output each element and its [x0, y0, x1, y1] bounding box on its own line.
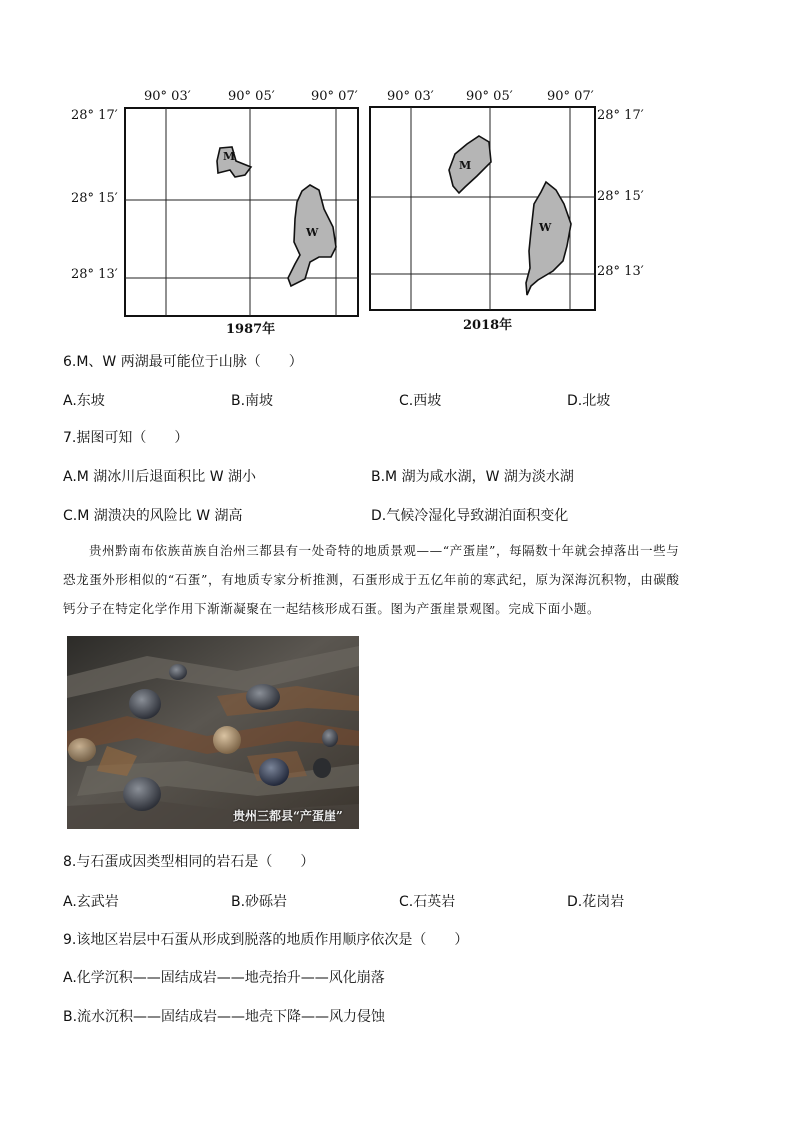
- lon-label: 90° 03′: [387, 89, 434, 104]
- option-a: A.化学沉积——固结成岩——地壳抬升——风化崩落: [63, 970, 385, 986]
- option-b: B.南坡: [231, 393, 274, 409]
- option-a: A.玄武岩: [63, 894, 119, 910]
- option-a: A.东坡: [63, 393, 105, 409]
- passage-line: 钙分子在特定化学作用下渐渐凝聚在一起结核形成石蛋。图为产蛋崖景观图。完成下面小题。: [63, 601, 601, 616]
- question-stem: 8.与石蛋成因类型相同的岩石是（ ）: [63, 854, 315, 870]
- lat-label: 28° 15′: [597, 189, 644, 204]
- photo-caption: 贵州三都县“产蛋崖”: [233, 809, 343, 823]
- option-a: A.M 湖冰川后退面积比 W 湖小: [63, 469, 257, 485]
- option-c: C.石英岩: [399, 894, 456, 910]
- lon-label: 90° 07′: [547, 89, 594, 104]
- map-frame: [369, 106, 597, 312]
- lat-label: 28° 17′: [597, 108, 644, 123]
- map-year: 1987年: [226, 322, 276, 337]
- map-frame: [124, 107, 360, 318]
- question-stem: 6.M、W 两湖最可能位于山脉（ ）: [63, 354, 303, 370]
- option-d: D.北坡: [567, 393, 611, 409]
- question-stem: 9.该地区岩层中石蛋从形成到脱落的地质作用顺序依次是（ ）: [63, 932, 469, 948]
- option-d: D.气候冷湿化导致湖泊面积变化: [371, 508, 569, 524]
- lat-label: 28° 13′: [71, 267, 118, 282]
- rock-face-image: [67, 636, 359, 829]
- map-year: 2018年: [463, 318, 513, 333]
- passage-line: 恐龙蛋外形相似的“石蛋”，有地质专家分析推测，石蛋形成于五亿年前的寒武纪，原为深海沉积物，由碳酸: [63, 572, 680, 587]
- lat-label: 28° 17′: [71, 108, 118, 123]
- option-c: C.西坡: [399, 393, 442, 409]
- lake-m-label: M: [223, 150, 236, 163]
- lon-label: 90° 05′: [466, 89, 513, 104]
- option-b: B.砂砾岩: [231, 894, 288, 910]
- lake-w-label: W: [539, 221, 552, 234]
- lon-label: 90° 05′: [228, 89, 275, 104]
- option-b: B.M 湖为咸水湖，W 湖为淡水湖: [371, 469, 574, 485]
- passage-line: 贵州黔南布依族苗族自治州三都县有一处奇特的地质景观——“产蛋崖”，每隔数十年就会掉落出一些与: [89, 543, 680, 558]
- egg-cliff-photo: [67, 636, 359, 829]
- reading-passage: [63, 536, 743, 623]
- question-stem: 7.据图可知（ ）: [63, 430, 189, 446]
- lat-label: 28° 13′: [597, 264, 644, 279]
- option-b: B.流水沉积——固结成岩——地壳下降——风力侵蚀: [63, 1009, 386, 1025]
- option-d: D.花岗岩: [567, 894, 625, 910]
- lon-label: 90° 07′: [311, 89, 358, 104]
- option-c: C.M 湖溃决的风险比 W 湖高: [63, 508, 243, 524]
- lon-label: 90° 03′: [144, 89, 191, 104]
- lake-w-label: W: [306, 226, 319, 239]
- lake-m-label: M: [459, 159, 472, 172]
- lat-label: 28° 15′: [71, 191, 118, 206]
